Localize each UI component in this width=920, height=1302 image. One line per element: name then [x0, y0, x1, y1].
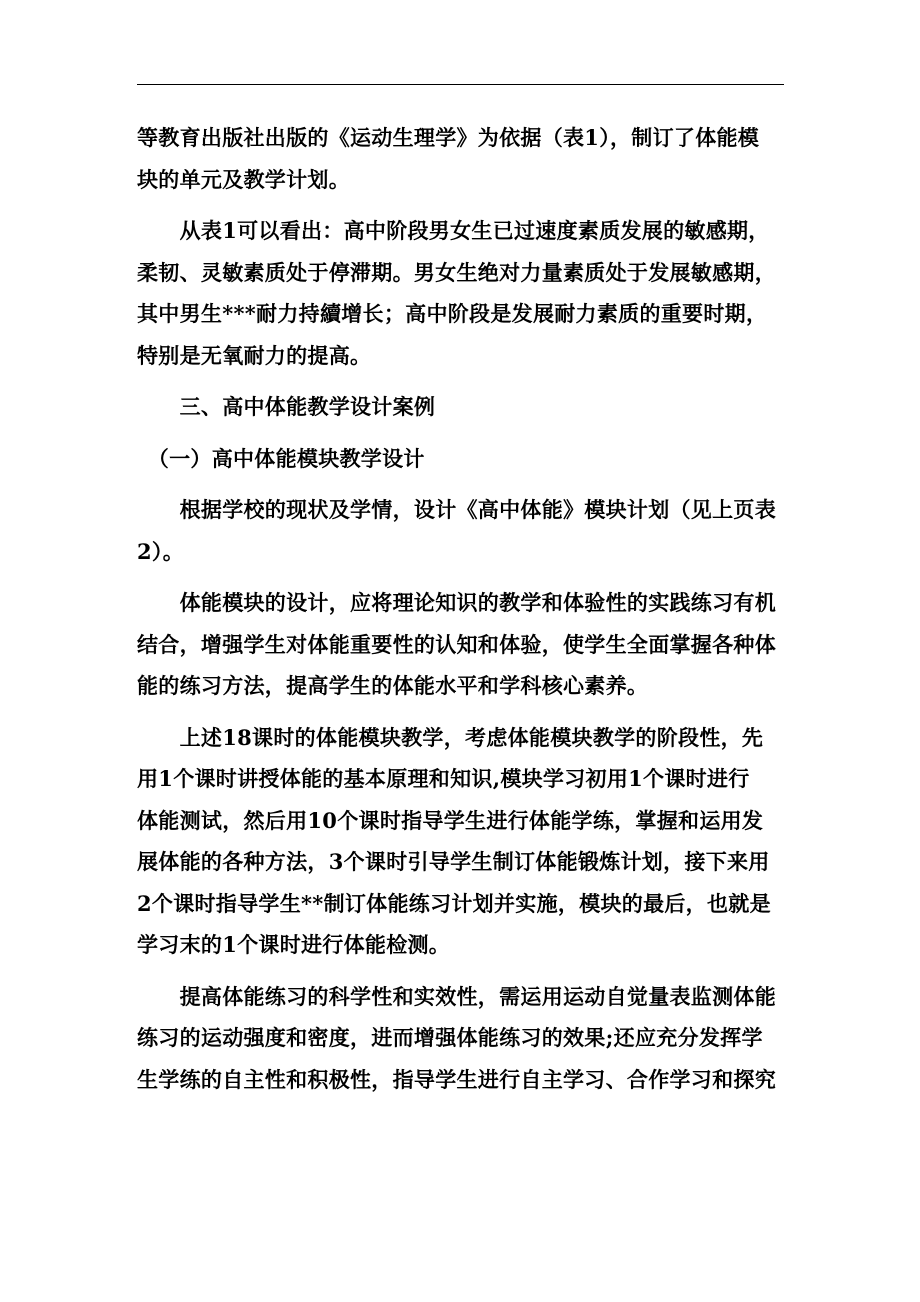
paragraph-gap [137, 200, 797, 210]
document-body [137, 117, 797, 1100]
text-line: 生学练的自主性和积极性，指导学生进行自主学习、合作学习和探究 [137, 1066, 776, 1092]
text-line: 结合，增强学生对体能重要性的认知和体验，使学生全面掌握各种体 [137, 631, 776, 657]
paragraph-gap [137, 707, 797, 717]
text-line: 提高体能练习的科学性和实效性，需运用运动自觉量表监测体能 [137, 983, 776, 1009]
text-line: 2）。 [137, 538, 185, 564]
paragraph-gap [137, 966, 797, 976]
text-line: 特别是无氧耐力的提高。 [137, 342, 372, 368]
paragraph-1 [137, 117, 797, 200]
paragraph-gap [137, 572, 797, 582]
text-line: 展体能的各种方法，3个课时引导学生制订体能锻炼计划，接下来用 [137, 849, 770, 874]
paragraph-5 [137, 489, 797, 572]
text-line: 从表1可以看出：高中阶段男女生已过速度素质发展的敏感期， [137, 218, 770, 243]
text-line: 其中男生***耐力持續增长；高中阶段是发展耐力素质的重要时期， [137, 301, 768, 326]
paragraph-8 [137, 976, 797, 1101]
text-line: 体能模块的设计，应将理论知识的教学和体验性的实践练习有机 [137, 590, 776, 615]
paragraph-6 [137, 582, 797, 707]
text-line: 根据学校的现状及学情，设计《高中体能》模块计划（见上页表 [137, 497, 776, 522]
paragraph-gap [137, 479, 797, 489]
paragraph-gap [137, 428, 797, 438]
text-line: 用1个课时讲授体能的基本原理和知识,模块学习初用1个课时进行 [137, 766, 750, 791]
text-line: 体能测试，然后用10个课时指导学生进行体能学练，掌握和运用发 [137, 807, 764, 833]
text-line: （一）高中体能模块教学设计 [137, 445, 425, 471]
text-line: 三、高中体能教学设计案例 [137, 394, 436, 419]
text-line: 上述18课时的体能模块教学，考虑体能模块教学的阶段性，先 [137, 724, 764, 750]
text-line: 2个课时指导学生**制订体能练习计划并实施，模块的最后，也就是 [137, 890, 771, 916]
header-rule [137, 84, 784, 85]
paragraph-gap [137, 376, 797, 386]
text-line: 柔韧、灵敏素质处于停滞期。男女生绝对力量素质处于发展敏感期， [137, 259, 776, 285]
text-line: 能的练习方法，提高学生的体能水平和学科核心素养。 [137, 673, 649, 698]
text-line: 等教育出版社出版的《运动生理学》为依据（表1），制订了体能模 [137, 125, 760, 150]
paragraph-7 [137, 717, 797, 966]
paragraph-2 [137, 210, 797, 376]
text-line: 学习末的1个课时进行体能检测。 [137, 932, 451, 957]
text-line: 块的单元及教学计划。 [137, 166, 350, 192]
section-heading [137, 386, 797, 428]
text-line: 练习的运动强度和密度，进而增强体能练习的效果;还应充分发挥学 [137, 1025, 763, 1050]
subsection-heading [137, 438, 797, 480]
